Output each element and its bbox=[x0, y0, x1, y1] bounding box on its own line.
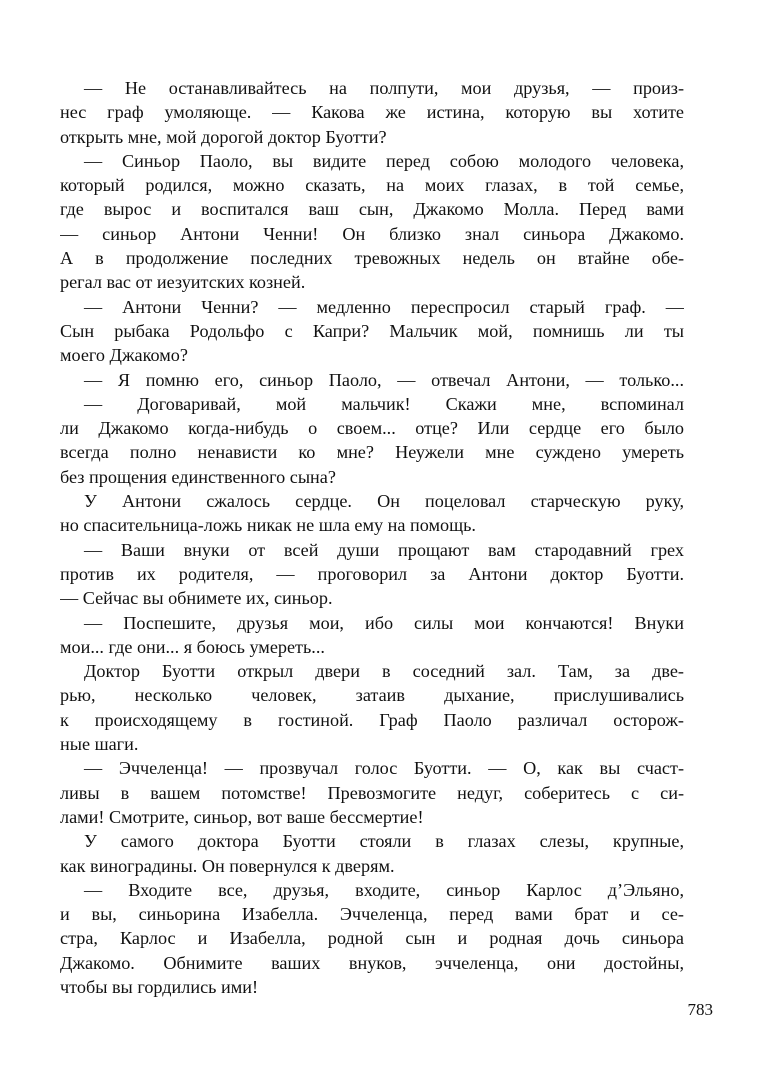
text-line: рью, несколько человек, затаив дыхание, прислушивались bbox=[60, 685, 684, 706]
text-line: А в продолжение последних тревожных недель он втайне обе- bbox=[60, 248, 684, 269]
text-line: открыть мне, мой дорогой доктор Буотти? bbox=[60, 126, 387, 147]
text-line: который родился, можно сказать, на моих глазах, в той семье, bbox=[60, 175, 684, 196]
text-line: Сын рыбака Родольфо с Капри? Мальчик мой, помнишь ли ты bbox=[60, 320, 684, 341]
text-line: — Входите все, друзья, входите, синьор Карлос д’Эльяно, bbox=[84, 879, 684, 900]
text-line: — Эччеленца! — прозвучал голос Буотти. — О, как вы счаст- bbox=[84, 758, 684, 779]
text-line: где вырос и воспитался ваш сын, Джакомо Молла. Перед вами bbox=[60, 199, 684, 220]
text-line: стра, Карлос и Изабелла, родной сын и родная дочь синьора bbox=[60, 928, 684, 949]
text-line: — Антони Ченни? — медленно переспросил старый граф. — bbox=[84, 296, 684, 317]
text-line: — Поспешите, друзья мои, ибо силы мои кончаются! Внуки bbox=[84, 612, 684, 633]
text-line: регал вас от иезуитских козней. bbox=[60, 272, 306, 293]
text-line: У Антони сжалось сердце. Он поцеловал старческую руку, bbox=[84, 491, 684, 512]
text-line: против их родителя, — проговорил за Антони доктор Буотти. bbox=[60, 563, 684, 584]
text-line: ные шаги. bbox=[60, 734, 139, 755]
text-line: всегда полно ненависти ко мне? Неужели мне суждено умереть bbox=[60, 442, 684, 463]
text-line: — Договаривай, мой мальчик! Скажи мне, вспоминал bbox=[84, 393, 684, 414]
page-number: 783 bbox=[687, 1000, 713, 1019]
text-line: но спасительница-ложь никак не шла ему на помощь. bbox=[60, 515, 476, 536]
text-line: и вы, синьорина Изабелла. Эччеленца, перед вами брат и се- bbox=[60, 904, 684, 925]
text-line: к происходящему в гостиной. Граф Паоло различал осторож- bbox=[60, 709, 684, 730]
text-line: нес граф умоляюще. — Какова же истина, которую вы хотите bbox=[60, 102, 684, 123]
text-line: Джакомо. Обнимите ваших внуков, эччеленца, они достойны, bbox=[60, 952, 684, 973]
body-text bbox=[60, 76, 684, 999]
text-line: моего Джакомо? bbox=[60, 345, 188, 366]
text-line: чтобы вы гордились ими! bbox=[60, 976, 259, 997]
text-line: без прощения единственного сына? bbox=[60, 466, 336, 487]
text-line: — Синьор Паоло, вы видите перед собою молодого человека, bbox=[84, 150, 684, 171]
text-line: — Не останавливайтесь на полпути, мои друзья, — произ- bbox=[84, 78, 684, 98]
text-line: — Сейчас вы обнимете их, синьор. bbox=[60, 588, 333, 609]
text-line: — Я помню его, синьор Паоло, — отвечал Антони, — только... bbox=[84, 369, 684, 390]
text-line: — синьор Антони Ченни! Он близко знал синьора Джакомо. bbox=[60, 223, 684, 244]
text-line: мои... где они... я боюсь умереть... bbox=[60, 636, 325, 657]
text-line: ли Джакомо когда-нибудь о своем... отце? Или сердце его было bbox=[60, 418, 684, 439]
text-line: лами! Смотрите, синьор, вот ваше бессмертие! bbox=[60, 806, 424, 827]
text-line: — Ваши внуки от всей души прощают вам стародавний грех bbox=[84, 539, 684, 560]
text-line: ливы в вашем потомстве! Превозмогите недуг, соберитесь с си- bbox=[60, 782, 684, 803]
text-line: У самого доктора Буотти стояли в глазах слезы, крупные, bbox=[84, 831, 684, 852]
text-line: как виноградины. Он повернулся к дверям. bbox=[60, 855, 395, 876]
text-line: Доктор Буотти открыл двери в соседний зал. Там, за две- bbox=[84, 661, 684, 682]
